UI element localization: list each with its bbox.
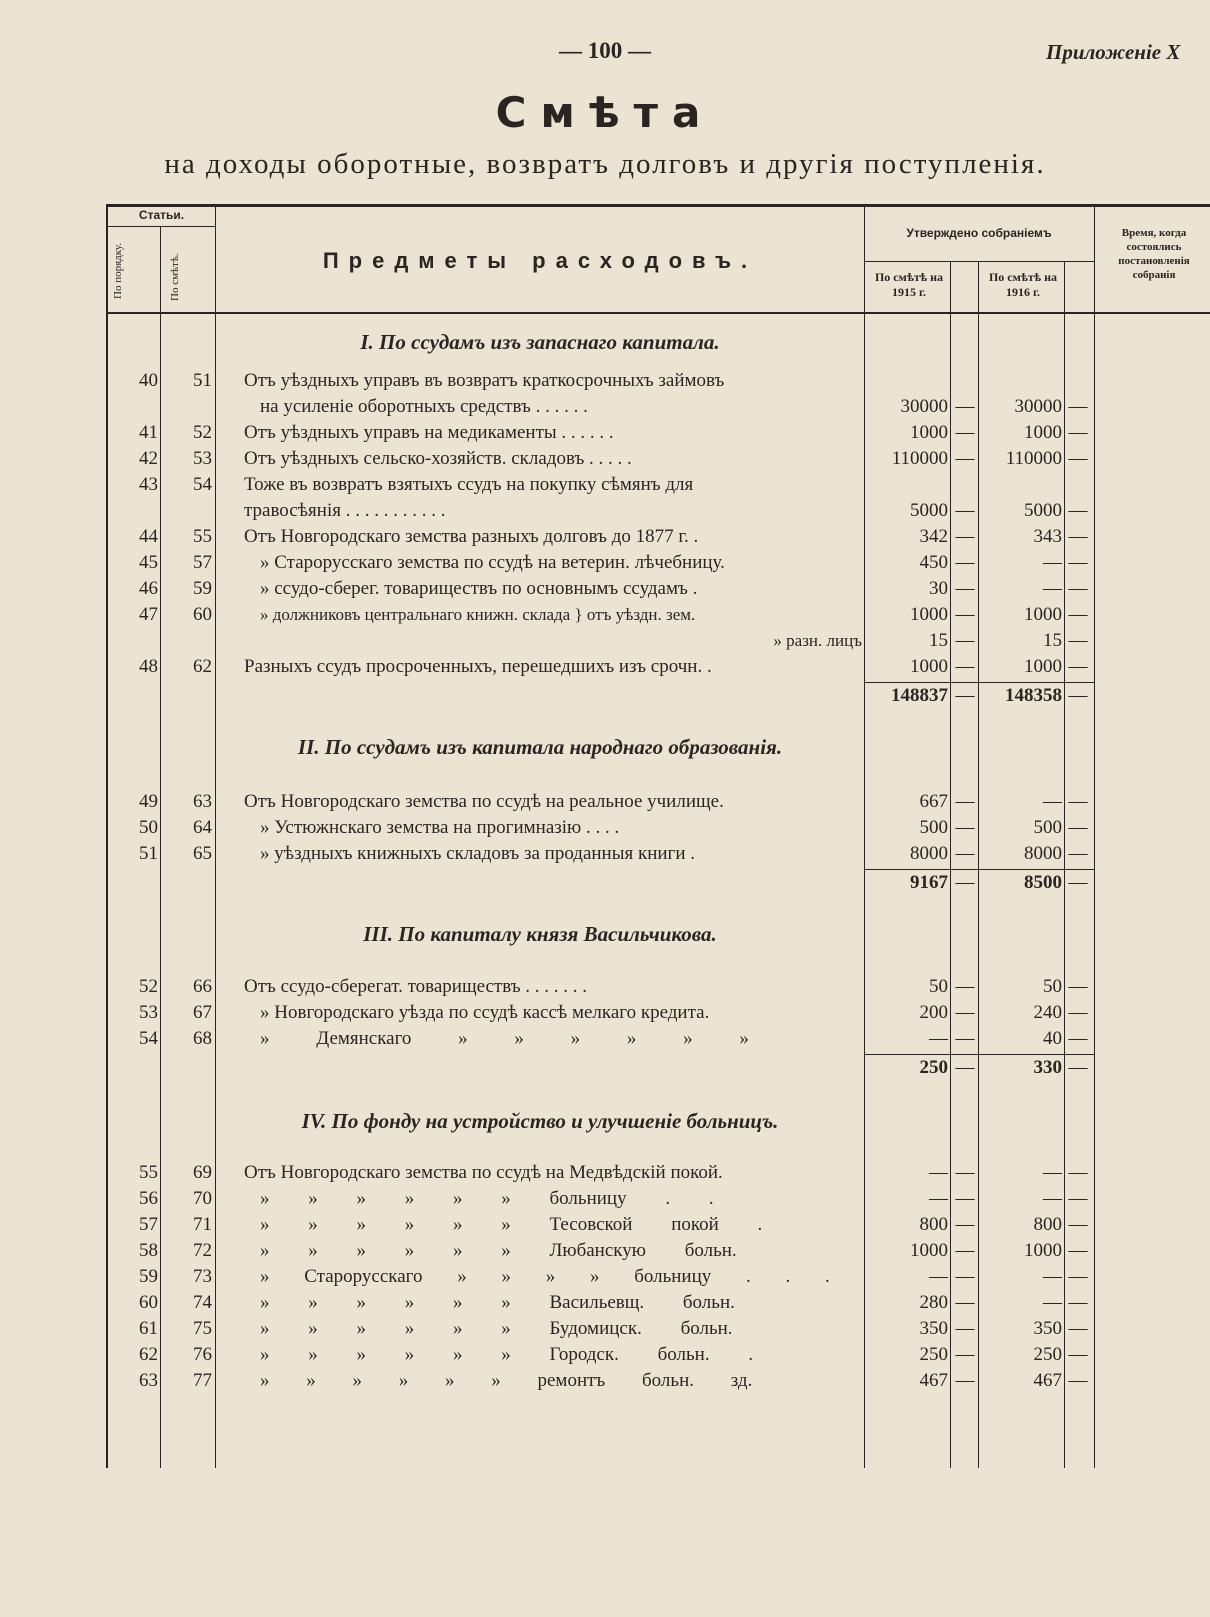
row-estimate-number: 77 [193, 1370, 212, 1391]
value-1915: 200 [919, 1002, 948, 1023]
value-1915: 342 [919, 526, 948, 547]
row-description: » Новгородскаго уѣзда по ссудѣ кассѣ мелкаго кредита. [260, 1002, 710, 1023]
row-estimate-number: 76 [193, 1344, 212, 1365]
value-1916: — [1043, 578, 1062, 599]
value-1915: 467 [919, 1370, 948, 1391]
value-1916: — [1043, 1292, 1062, 1313]
value-1915: 30 [929, 578, 948, 599]
row-description: Отъ Новгородскаго земства по ссудѣ на реальное училище. [244, 791, 724, 812]
row-estimate-number: 59 [193, 578, 212, 599]
value-1915: 450 [919, 552, 948, 573]
section-title: III. По капиталу князя Васильчикова. [363, 922, 717, 946]
value-1916: 350 [1033, 1318, 1062, 1339]
value-1915: 30000 [900, 396, 948, 417]
total-1915: 9167 [910, 872, 948, 893]
row-order-number: 45 [139, 552, 158, 573]
row-estimate-number: 75 [193, 1318, 212, 1339]
est-1916-header: По смѣтѣ на 1916 г. [988, 270, 1058, 299]
value-1915: — [929, 1188, 948, 1209]
value-1915: 280 [919, 1292, 948, 1313]
row-order-number: 47 [139, 604, 158, 625]
row-order-number: 52 [139, 976, 158, 997]
row-order-number: 58 [139, 1240, 158, 1261]
row-estimate-number: 57 [193, 552, 212, 573]
row-order-number: 57 [139, 1214, 158, 1235]
table-row: 51 65 » уѣздныхъ книжныхъ складовъ за проданныя книги . 8000 — 8000 — [108, 841, 1098, 866]
row-estimate-number: 69 [193, 1162, 212, 1183]
value-1916: 343 [1033, 526, 1062, 547]
page-subtitle: на доходы оборотные, возвратъ долговъ и другія поступленія. [164, 148, 1046, 180]
row-estimate-number: 74 [193, 1292, 212, 1313]
section-title: II. По ссудамъ изъ капитала народнаго образованія. [297, 735, 783, 759]
row-order-number: 51 [139, 843, 158, 864]
row-estimate-number: 65 [193, 843, 212, 864]
est-1915-header: По смѣтѣ на 1915 г. [874, 270, 944, 299]
total-1915: 250 [919, 1057, 948, 1078]
table-row: 55 69 Отъ Новгородскаго земства по ссудѣ на Медвѣдскій покой. — — — — [108, 1160, 1098, 1185]
table-row: 41 52 Отъ уѣздныхъ управъ на медикаменты . . . . . . 1000 — 1000 — [108, 420, 1098, 445]
value-1916: 240 [1033, 1002, 1062, 1023]
total-1916: 148358 [1005, 685, 1062, 706]
row-estimate-number: 55 [193, 526, 212, 547]
row-description: Отъ ссудо-сберегат. товариществъ . . . . . . . [244, 976, 588, 997]
value-1916: — [1043, 791, 1062, 812]
row-order-number: 49 [139, 791, 158, 812]
table-row: 48 62 Разныхъ ссудъ просроченныхъ, перешедшихъ изъ срочн. . 1000 — 1000 — [108, 654, 1098, 679]
table-row: 52 66 Отъ ссудо-сберегат. товариществъ . . . . . . . 50 — 50 — [108, 974, 1098, 999]
row-order-number: 62 [139, 1344, 158, 1365]
by-estimate-header: По смѣтѣ. [169, 253, 181, 301]
row-estimate-number: 52 [193, 422, 212, 443]
row-description: Отъ уѣздныхъ управъ на медикаменты . . . . . . [244, 422, 614, 443]
total-1915: 148837 [891, 685, 948, 706]
value-1915: 800 [919, 1214, 948, 1235]
row-description: » » » » » » Городск. больн. . [260, 1344, 754, 1365]
table-row: травосѣянія . . . . . . . . . . . 5000 — 5000 — [244, 500, 1088, 521]
row-order-number: 50 [139, 817, 158, 838]
value-1916: 50 [1043, 976, 1062, 997]
row-description: » » » » » » Будомицск. больн. [260, 1318, 733, 1339]
value-1916: 15 [1043, 630, 1062, 651]
row-description: Тоже въ возвратъ взятыхъ ссудъ на покупку сѣмянъ для [244, 474, 694, 495]
value-1915: — [929, 1162, 948, 1183]
value-1916: — [1043, 1162, 1062, 1183]
row-description: Отъ уѣздныхъ управъ въ возвратъ краткосрочныхъ займовъ [244, 370, 725, 391]
row-description: » Демянскаго » » » » » » [260, 1028, 749, 1049]
value-1915: 1000 [910, 656, 948, 677]
table-row: 56 70 » » » » » » больницу . . — — — — [108, 1186, 1098, 1211]
value-1915: 1000 [910, 422, 948, 443]
value-1915: — [929, 1028, 948, 1049]
table-row: 49 63 Отъ Новгородскаго земства по ссудѣ на реальное училище. 667 — — — [108, 789, 1098, 814]
value-1916: 1000 [1024, 1240, 1062, 1261]
section-title: I. По ссудамъ изъ запаснаго капитала. [360, 330, 720, 354]
time-header: Время, когда состоялись постановленія собранія [1118, 227, 1190, 281]
row-estimate-number: 72 [193, 1240, 212, 1261]
table-row: 53 67 » Новгородскаго уѣзда по ссудѣ кассѣ мелкаго кредита. 200 — 240 — [108, 1000, 1098, 1025]
row-order-number: 63 [139, 1370, 158, 1391]
articles-underline [106, 226, 215, 227]
row-description: » ссудо-сберег. товариществъ по основнымъ ссудамъ . [260, 578, 698, 599]
row-description: Отъ уѣздныхъ сельско-хозяйств. складовъ . . . . . [244, 448, 632, 469]
subjects-header: Предметы расходовъ. [322, 248, 758, 273]
value-1915: 5000 [910, 500, 948, 521]
row-order-number: 42 [139, 448, 158, 469]
value-1915: 110000 [891, 448, 948, 469]
row-order-number: 44 [139, 526, 158, 547]
row-description: травосѣянія . . . . . . . . . . . [244, 500, 446, 521]
value-1915: 50 [929, 976, 948, 997]
table-row: 54 68 » Демянскаго » » » » » » — — 40 — [108, 1026, 1098, 1051]
row-description: Разныхъ ссудъ просроченныхъ, перешедшихъ изъ срочн. . [244, 656, 712, 677]
row-description: » разн. лицъ [773, 631, 862, 650]
page-title: Смѣта [495, 88, 715, 137]
table-row: 58 72 » » » » » » Любанскую больн. 1000 — 1000 — [108, 1238, 1098, 1263]
section-total: 9167 — 8500 — [108, 870, 1098, 895]
table-row: 60 74 » » » » » » Васильевщ. больн. 280 — — — [108, 1290, 1098, 1315]
row-description: » » » » » » Любанскую больн. [260, 1240, 737, 1261]
value-1916: 467 [1033, 1370, 1062, 1391]
section-total: 148837 — 148358 — [108, 683, 1098, 708]
row-estimate-number: 70 [193, 1188, 212, 1209]
row-order-number: 56 [139, 1188, 158, 1209]
value-1915: 15 [929, 630, 948, 651]
row-estimate-number: 63 [193, 791, 212, 812]
value-1916: 500 [1033, 817, 1062, 838]
row-description: » » » » » » ремонтъ больн. зд. [260, 1370, 753, 1391]
table-row: 45 57 » Старорусскаго земства по ссудѣ на ветерин. лѣчебницу. 450 — — — [108, 550, 1098, 575]
row-description: Отъ Новгородскаго земства по ссудѣ на Медвѣдскій покой. [244, 1162, 723, 1183]
value-1916: 110000 [1005, 448, 1062, 469]
table-row: 50 64 » Устюжнскаго земства на прогимназію . . . . 500 — 500 — [108, 815, 1098, 840]
value-1916: 1000 [1024, 656, 1062, 677]
value-1915: 500 [919, 817, 948, 838]
row-order-number: 43 [139, 474, 158, 495]
value-1915: 350 [919, 1318, 948, 1339]
row-estimate-number: 68 [193, 1028, 212, 1049]
row-estimate-number: 64 [193, 817, 212, 838]
row-estimate-number: 67 [193, 1002, 212, 1023]
approved-header: Утверждено собраніемъ [906, 226, 1052, 240]
value-1916: 1000 [1024, 604, 1062, 625]
section-title: IV. По фонду на устройство и улучшеніе больницъ. [301, 1109, 779, 1133]
row-description: » » » » » » больницу . . [260, 1188, 714, 1209]
row-description: » » » » » » Тесовской покой . [260, 1214, 763, 1235]
appendix-label: Приложеніе X [1046, 40, 1181, 64]
row-order-number: 53 [139, 1002, 158, 1023]
row-estimate-number: 71 [193, 1214, 212, 1235]
row-estimate-number: 54 [193, 474, 212, 495]
value-1916: 40 [1043, 1028, 1062, 1049]
value-1916: — [1043, 1188, 1062, 1209]
section-total: 250 — 330 — [108, 1055, 1098, 1080]
row-order-number: 59 [139, 1266, 158, 1287]
row-description: Отъ Новгородскаго земства разныхъ долговъ до 1877 г. . [244, 526, 699, 547]
table-row [108, 472, 1098, 497]
value-1915: 1000 [910, 1240, 948, 1261]
table-row: 47 60 » должниковъ центральнаго книжн. склада } отъ уѣздн. зем. 1000 — 1000 — [108, 602, 1098, 627]
approved-underline [864, 261, 1094, 262]
value-1916: — [1043, 1266, 1062, 1287]
table-top-rule [106, 204, 1210, 207]
row-estimate-number: 53 [193, 448, 212, 469]
table-row: 61 75 » » » » » » Будомицск. больн. 350 — 350 — [108, 1316, 1098, 1341]
row-estimate-number: 60 [193, 604, 212, 625]
page-number: — 100 — [559, 38, 651, 63]
row-order-number: 41 [139, 422, 158, 443]
value-1916: 1000 [1024, 422, 1062, 443]
articles-header: Статьи. [138, 208, 185, 222]
value-1915: 667 [919, 791, 948, 812]
value-1915: 250 [919, 1344, 948, 1365]
table-row: 44 55 Отъ Новгородскаго земства разныхъ долговъ до 1877 г. . 342 — 343 — [108, 524, 1098, 549]
row-description: » » » » » » Васильевщ. больн. [260, 1292, 735, 1313]
row-description: » должниковъ центральнаго книжн. склада } отъ уѣздн. зем. [260, 605, 696, 624]
value-1915: — [929, 1266, 948, 1287]
by-order-header: По порядку. [112, 242, 124, 300]
table-row: 46 59 » ссудо-сберег. товариществъ по основнымъ ссудамъ . 30 — — — [108, 576, 1098, 601]
table-row: 62 76 » » » » » » Городск. больн. . 250 — 250 — [108, 1342, 1098, 1367]
row-estimate-number: 73 [193, 1266, 212, 1287]
value-1916: — [1043, 552, 1062, 573]
table-row: » разн. лицъ 15 — 15 — [108, 628, 1098, 653]
row-order-number: 48 [139, 656, 158, 677]
table-row: 57 71 » » » » » » Тесовской покой . 800 — 800 — [108, 1212, 1098, 1237]
table-row [108, 368, 1098, 393]
row-description: на усиленіе оборотныхъ средствъ . . . . . . [260, 396, 588, 417]
row-description: » уѣздныхъ книжныхъ складовъ за проданныя книги . [260, 843, 696, 864]
total-1916: 8500 [1024, 872, 1062, 893]
row-description: » Старорусскаго земства по ссудѣ на ветерин. лѣчебницу. [260, 552, 725, 573]
row-order-number: 40 [139, 370, 158, 391]
value-1915: 1000 [910, 604, 948, 625]
table-row: 63 77 » » » » » » ремонтъ больн. зд. 467 — 467 — [108, 1368, 1098, 1393]
value-1916: 8000 [1024, 843, 1062, 864]
row-order-number: 54 [139, 1028, 158, 1049]
row-estimate-number: 66 [193, 976, 212, 997]
row-order-number: 61 [139, 1318, 158, 1339]
value-1916: 30000 [1014, 396, 1062, 417]
table-row: 59 73 » Старорусскаго » » » » больницу . . . — — — — [108, 1264, 1098, 1289]
row-order-number: 46 [139, 578, 158, 599]
total-1916: 330 [1033, 1057, 1062, 1078]
value-1916: 250 [1033, 1344, 1062, 1365]
row-order-number: 55 [139, 1162, 158, 1183]
table-row: на усиленіе оборотныхъ средствъ . . . . . . 30000 — 30000 — [260, 396, 1088, 417]
value-1916: 800 [1033, 1214, 1062, 1235]
value-1915: 8000 [910, 843, 948, 864]
row-order-number: 60 [139, 1292, 158, 1313]
table-row: 42 53 Отъ уѣздныхъ сельско-хозяйств. складовъ . . . . . 110000 — 110000 — [108, 446, 1098, 471]
row-estimate-number: 51 [193, 370, 212, 391]
row-description: » Старорусскаго » » » » больницу . . . [260, 1266, 830, 1287]
row-description: » Устюжнскаго земства на прогимназію . . . . [260, 817, 620, 838]
row-estimate-number: 62 [193, 656, 212, 677]
header-bottom-rule [106, 312, 1210, 314]
value-1916: 5000 [1024, 500, 1062, 521]
